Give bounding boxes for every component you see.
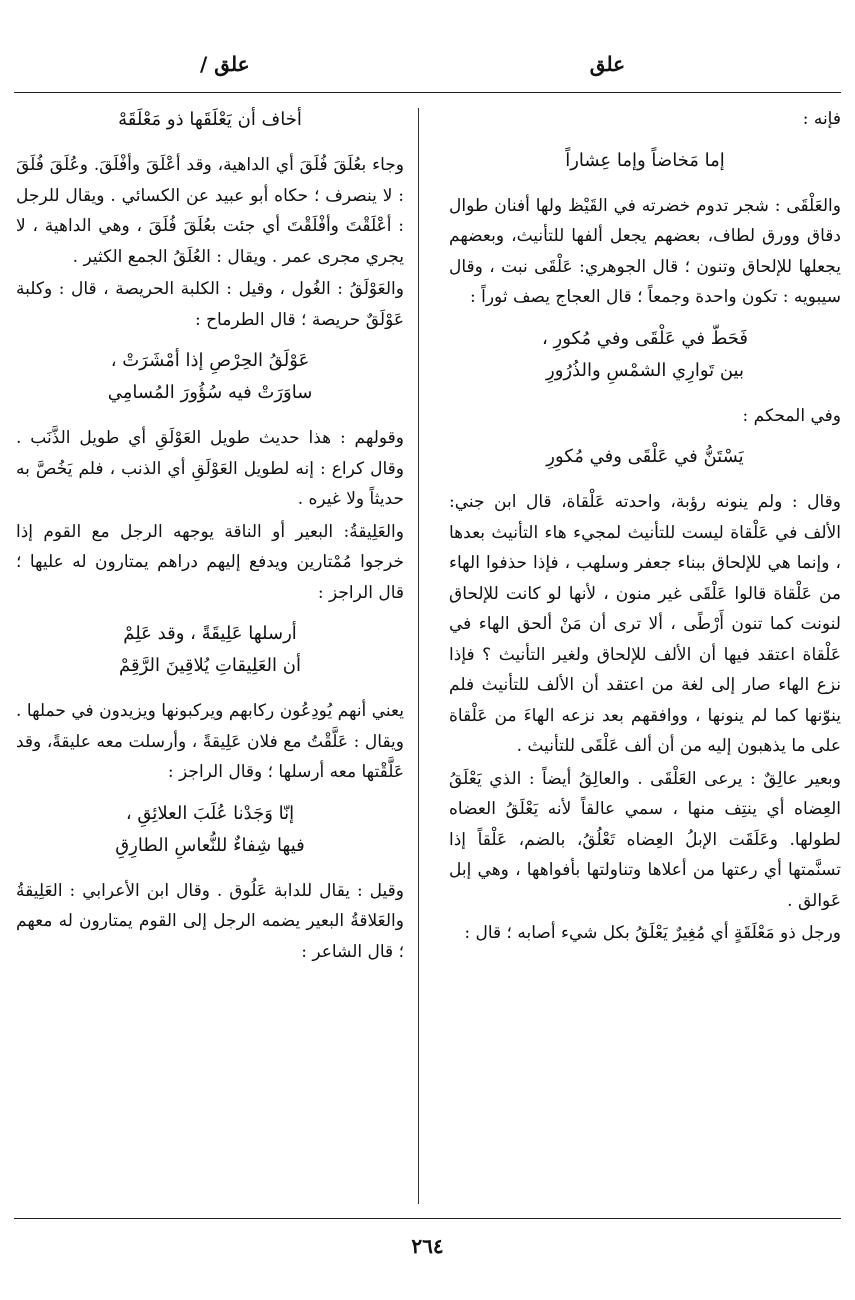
top-rule [14, 92, 841, 93]
running-head [20, 46, 835, 86]
bottom-rule [14, 1218, 841, 1219]
verse-line: ساوَرَتْ فيه سُؤُورَ المُسامِي [107, 382, 313, 403]
paragraph: والعَوْلَقُ : الغُول ، وقيل : الكلبة الحريصة ، قال : وكلبة عَوْلَقٌ حريصة ؛ قال الطرماح : [16, 279, 404, 330]
paragraph: وبعير عالِقٌ : يرعى العَلْقَى . والعالِقُ أيضاً : الذي يَعْلَقُ العِضاه أي ينتِف منها ، سمي عالقاً لأنه يَعْلَقُ العضاه لطولها. وعَلَقَت الإبلُ العِضاه تَعْلُقُ، بالضم، عَلْقاً إذا تسنَّمتها أي رعتها من أعلاها وتناولتها بأفواهها ، وهي إبل عَوالق . [449, 768, 841, 911]
paragraph: وقال : ولم ينونه رؤبة، واحدته عَلْقاة، قال ابن جني: الألف في عَلْقاة ليست للتأنيث لمجيء هاء التأنيث بعدها ، وإنما هي للإلحاق ببناء جعفر وسلهب ، فإذا حذفوا الهاء من عَلْقاة قالوا عَلْقَى غير منون ، لأنها لو كانت للإلحاق لنونت كما تنون أَرْطًى ، ألا ترى أن مَنْ ألحق الهاء في عَلْقاة اعتقد فيها أن الألف للإلحاق ولغير التأنيث ؟ فإذا نزع الهاء صار إلى لغة من اعتقد أن الألف للتأنيث فلم ينوّنها كما لم ينونها ، ووافقهم بعد نزعه الهاءَ من عَلْقاة على ما يذهبون إليه من أن ألف عَلْقَى للتأنيث . [449, 492, 841, 756]
column-divider [418, 108, 419, 1204]
paragraph: والعَلْقَى : شجر تدوم خضرته في القَيْظ ولها أفنان طوال دقاق وورق لطاف، بعضهم يجعل ألفها للتأنيث، وبعضهم يجعلها للإلحاق وتنون ؛ قال الجوهري: عَلْقَى نبت ، وقال سيبويه : تكون واحدة وجمعاً ؛ قال العجاج يصف ثوراً : [449, 195, 841, 307]
paragraph: والعَلِيقةُ: البعير أو الناقة يوجهه الرجل مع القوم إذا خرجوا مُمْتارين ويدفع إليهم دراهم يمتارون له عليها ؛ قال الراجز : [16, 521, 404, 603]
verse-line: إما مَخاضاً وإما عِشاراً [565, 149, 725, 171]
verse-line: بين تَوارِي الشمْسِ والذُرُورِ [546, 359, 744, 381]
header-word-right: علق [589, 52, 625, 76]
paragraph: وفي المحكم : [742, 405, 841, 426]
verse [16, 798, 404, 862]
verse [16, 618, 404, 682]
paragraph: فإنه : [802, 109, 841, 129]
verse-line: عَوْلَقُ الحِرْصِ إذا أمْشَرَتْ ، [110, 350, 310, 371]
verse [16, 104, 404, 136]
verse [449, 145, 841, 177]
verse-line: أرسلها عَلِيقَةً ، وقد عَلِمْ [123, 623, 297, 644]
verse [449, 323, 841, 387]
left-column [16, 104, 404, 1200]
verse-line: فَحَطّ في عَلْقَى وفي مُكورِ ، [541, 327, 748, 349]
paragraph: وقيل : يقال للدابة عَلُوق . وقال ابن الأعرابي : العَلِيقةُ والعَلاقةُ البعير يضمه الرجل إلى القوم يمتارون له معهم ؛ قال الشاعر : [16, 880, 404, 962]
paragraph: يعني أنهم يُودِعُون ركابهم ويركبونها ويزيدون في حملها . ويقال : عَلَّقْتُ مع فلان عَلِيقةً ، وأرسلت معه عليقةً، وقد عَلَّقْتها معه أرسلها ؛ وقال الراجز : [16, 701, 404, 782]
verse-line: فيها شِفاءٌ للنُّعاسِ الطارِقِ [115, 834, 305, 856]
paragraph: وقولهم : هذا حديث طويل العَوْلَقِ أي طويل الذَّنَب . وقال كراع : إنه لطويل العَوْلَقِ أي الذنب ، فلم يَخُصَّ به حديثاً ولا غيره . [16, 428, 404, 509]
header-word-left: علق / [200, 52, 250, 76]
verse-line: أخاف أن يَعْلَقَها ذو مَعْلَقَهْ [118, 109, 302, 130]
paragraph: ورجل ذو مَعْلَقَةٍ أي مُغِيرٌ يَعْلَقُ بكل شيء أصابه ؛ قال : [464, 923, 841, 943]
verse-line: أن العَلِيقاتِ يُلاقِينَ الرَّقِمْ [119, 655, 301, 676]
verse-line: إنّا وَجَدْنا عُلَبَ العلائِقِ ، [125, 802, 295, 824]
verse [449, 441, 841, 473]
verse [16, 345, 404, 409]
paragraph: وجاء بعُلَقَ فُلَقَ أي الداهية، وقد أعْلَقَ وأفْلَقَ. وعُلَقَ فُلَقَ : لا ينصرف ؛ حكاه أبو عبيد عن الكسائي . ويقال للرجل : أعْلَقْتَ وأفْلَقْتَ أي جئت بعُلَقَ فُلَقَ ، وهي الداهية ، لا يجري مجرى عمر . ويقال : العُلَقُ الجمع الكثير . [16, 155, 404, 267]
page-number: ٢٦٤ [411, 1234, 444, 1258]
verse-line: يَسْتَنُّ في عَلْقَى وفي مُكورِ [546, 446, 744, 467]
right-column [449, 104, 841, 1200]
